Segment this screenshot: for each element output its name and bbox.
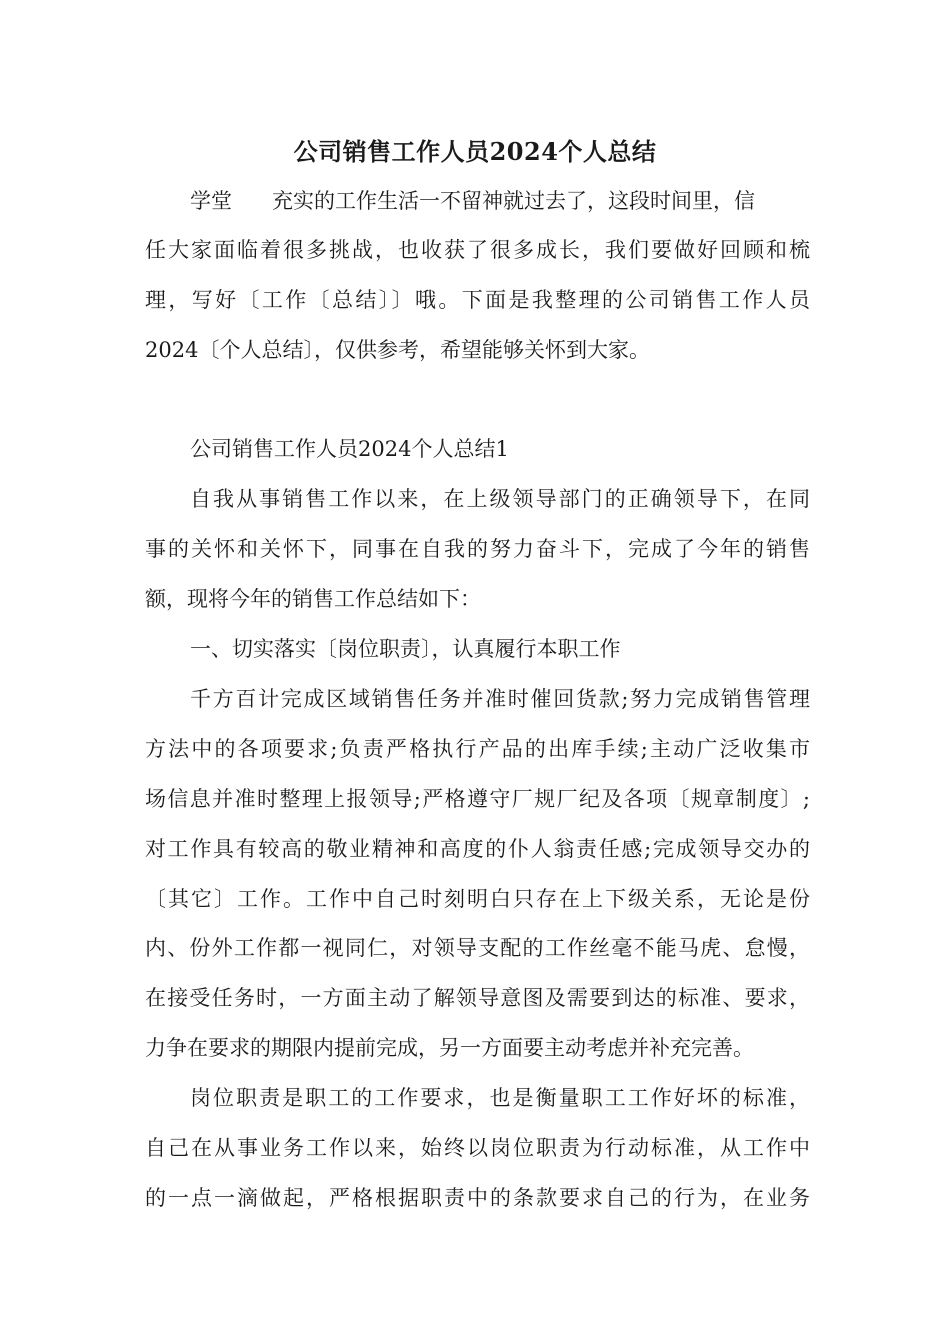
intro-text-start: 充实的工作生活一不留神就过去了，这段时间里，信: [272, 189, 755, 213]
para2-line-8: 力争在要求的期限内提前完成，另一方面要主动考虑并补充完善。: [145, 1036, 754, 1060]
intro-line-4: 2024〔个人总结〕，仅供参考，希望能够关怀到大家。: [145, 338, 650, 362]
para2-line-7: 在接受任务时，一方面主动了解领导意图及需要到达的标准、要求，: [145, 986, 810, 1010]
document-title: 公司销售工作人员2024个人总结: [293, 137, 657, 166]
heading-1: 一、切实落实〔岗位职责〕，认真履行本职工作: [190, 637, 621, 661]
para1-line-3: 额，现将今年的销售工作总结如下：: [145, 587, 481, 611]
section-title: 公司销售工作人员2024个人总结1: [190, 437, 509, 461]
para2-line-3: 场信息并准时整理上报领导;严格遵守厂规厂纪及各项〔规章制度〕;: [145, 787, 810, 811]
para2-line-6: 内、份外工作都一视同仁，对领导支配的工作丝毫不能马虎、怠慢，: [145, 936, 810, 960]
para1-line-2: 事的关怀和关怀下，同事在自我的努力奋斗下，完成了今年的销售: [145, 537, 810, 561]
intro-line-1: [190, 186, 810, 216]
para3-line-2: 自己在从事业务工作以来，始终以岗位职责为行动标准，从工作中: [145, 1136, 810, 1160]
intro-source: 学堂: [190, 189, 232, 213]
para3-line-1: 岗位职责是职工的工作要求，也是衡量职工工作好坏的标准，: [190, 1086, 810, 1110]
para2-line-4: 对工作具有较高的敬业精神和高度的仆人翁责任感;完成领导交办的: [145, 837, 810, 861]
para3-line-3: 的一点一滴做起，严格根据职责中的条款要求自己的行为，在业务: [145, 1186, 810, 1210]
para2-line-5: 〔其它〕工作。工作中自己时刻明白只存在上下级关系，无论是份: [145, 887, 810, 911]
intro-line-2: 任大家面临着很多挑战，也收获了很多成长，我们要做好回顾和梳: [145, 238, 810, 262]
para1-line-1: 自我从事销售工作以来，在上级领导部门的正确领导下，在同: [190, 487, 810, 511]
para2-line-1: 千方百计完成区域销售任务并准时催回货款;努力完成销售管理: [190, 687, 810, 711]
para2-line-2: 方法中的各项要求;负责严格执行产品的出库手续;主动广泛收集市: [145, 737, 810, 761]
intro-line-3: 理，写好〔工作〔总结〕〕哦。下面是我整理的公司销售工作人员: [145, 288, 810, 312]
